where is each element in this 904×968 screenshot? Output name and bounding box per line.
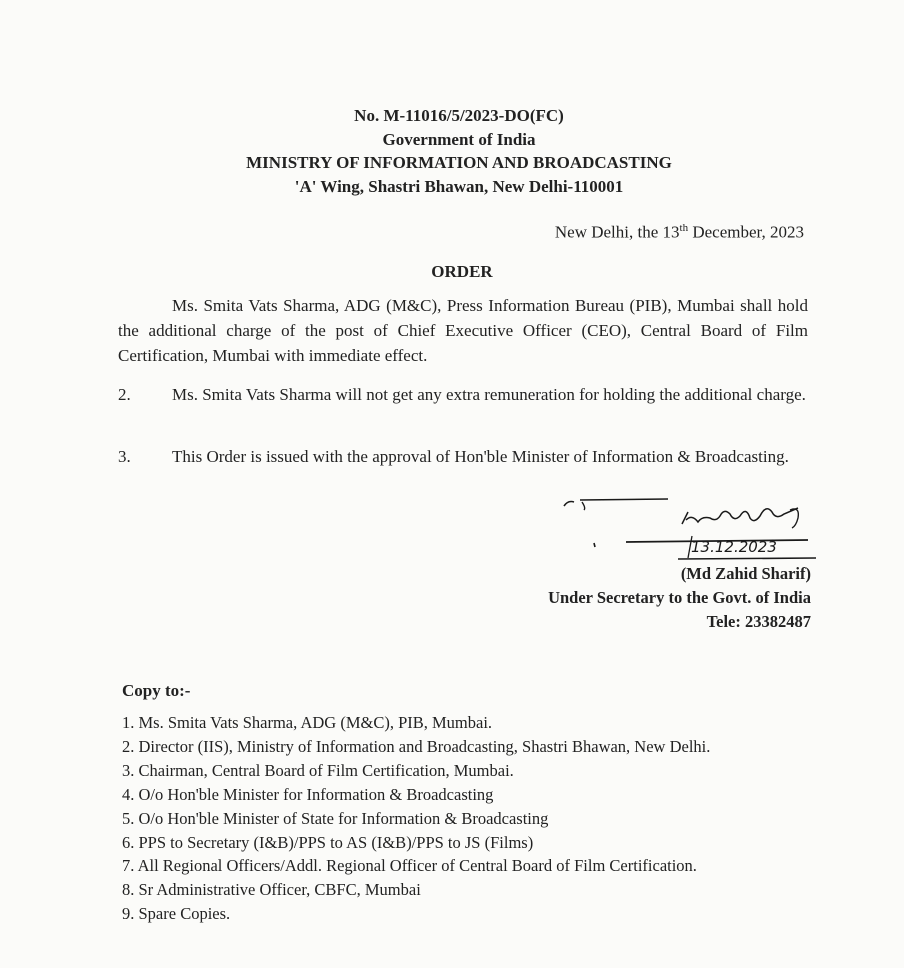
signatory-name: (Md Zahid Sharif) (680, 564, 811, 583)
ministry-name: MINISTRY OF INFORMATION AND BROADCASTING (246, 153, 672, 172)
copy-to-title: Copy to:- (122, 681, 191, 700)
copy-to-item: 9. Spare Copies. (122, 904, 231, 924)
date-prefix: New Delhi, the 13 (554, 222, 680, 242)
issue-date (555, 222, 804, 243)
copy-to-item: 2. Director (IIS), Ministry of Information and Broadcasting, Shastri Bhawan, New Delhi. (122, 736, 711, 756)
copy-to-item: 7. All Regional Officers/Addl. Regional Officer of Central Board of Film Certification. (122, 856, 697, 876)
signatory-block (548, 562, 811, 634)
paragraph-3-number: 3. (118, 447, 131, 466)
paragraph-2 (118, 382, 808, 407)
copy-to-item: 3. Chairman, Central Board of Film Certification, Mumbai. (122, 760, 514, 780)
copy-to-list (122, 711, 710, 926)
signatory-designation: Under Secretary to the Govt. of India (548, 588, 811, 607)
paragraph-3-text: This Order is issued with the approval of Hon'ble Minister of Information & Broadcasting. (172, 447, 789, 466)
copy-to-item: 4. O/o Hon'ble Minister for Information & Broadcasting (122, 784, 494, 804)
copy-to-item: 6. PPS to Secretary (I&B)/PPS to AS (I&B)/PPS to JS (Films) (122, 832, 534, 852)
order-title: ORDER (431, 262, 493, 281)
handwritten-signature (560, 488, 820, 568)
signatory-telephone: Tele: 23382487 (706, 612, 811, 631)
date-rest: December, 2023 (688, 222, 804, 242)
handwritten-date: 13.12.2023 (691, 538, 777, 556)
ministry-address: 'A' Wing, Shastri Bhawan, New Delhi-110001 (294, 176, 624, 196)
copy-to-item: 5. O/o Hon'ble Minister of State for Information & Broadcasting (122, 808, 549, 828)
government-name: Government of India (382, 129, 536, 149)
paragraph-1: Ms. Smita Vats Sharma, ADG (M&C), Press Information Bureau (PIB), Mumbai shall hold the additional charge of the post of Chief Executive Officer (CEO), Central Board of Film Certification, Mumbai with immediate effect. (118, 296, 808, 365)
date-ordinal-suffix: th (679, 222, 689, 234)
paragraph-2-number: 2. (118, 385, 131, 404)
paragraph-3 (118, 444, 808, 469)
letterhead (0, 104, 904, 198)
reference-number: No. M-11016/5/2023-DO(FC) (354, 106, 564, 125)
paragraph-2-text: Ms. Smita Vats Sharma will not get any extra remuneration for holding the additional charge. (172, 385, 806, 404)
copy-to-item: 1. Ms. Smita Vats Sharma, ADG (M&C), PIB, Mumbai. (122, 713, 493, 732)
copy-to-item: 8. Sr Administrative Officer, CBFC, Mumbai (122, 880, 421, 900)
